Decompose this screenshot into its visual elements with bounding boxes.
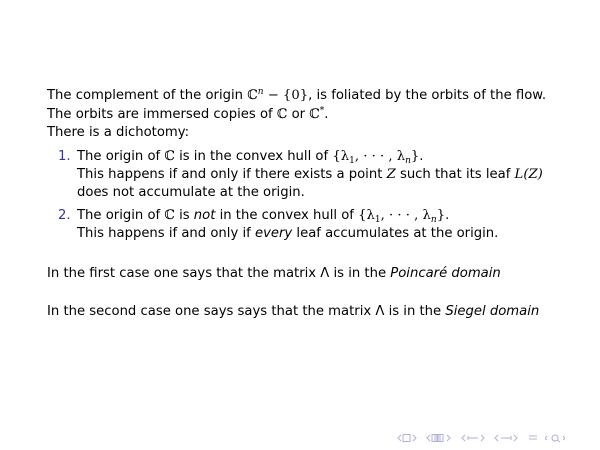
text: leaf accumulates at the origin. (292, 226, 499, 241)
nav-next-icon[interactable] (460, 433, 490, 443)
math-hull: , · · · , λ (354, 149, 406, 164)
text: The orbits are immersed copies of (47, 107, 277, 122)
text: . (445, 208, 450, 223)
math-hull: {λ (332, 149, 350, 164)
text: . (324, 107, 329, 122)
nav-search-icon[interactable] (543, 433, 569, 443)
text: such that its leaf (395, 167, 515, 182)
emphasis-every: every (254, 226, 293, 241)
text: This happens if and only if there exists a point (77, 167, 387, 182)
math-Z: Z (386, 167, 396, 182)
list-number-2: 2. (58, 208, 71, 223)
item1-line2 (77, 166, 543, 184)
math-sub: 1 (374, 215, 381, 225)
math-C: ℂ (164, 208, 175, 223)
nav-prev-icon[interactable] (425, 433, 457, 443)
math-star: * (319, 106, 325, 116)
math-C: ℂ (276, 107, 288, 122)
item1-line1 (77, 148, 424, 166)
math-sub: n (430, 215, 437, 225)
text: is (174, 208, 194, 223)
item2-line1 (77, 207, 449, 225)
paragraph-complement (47, 87, 546, 105)
math-C: ℂ (247, 88, 258, 103)
math-C: ℂ (309, 107, 320, 122)
item2-line2 (77, 225, 498, 243)
math-hull: } (410, 149, 420, 164)
math-n: n (257, 87, 264, 97)
math-Z: (Z) (523, 167, 543, 182)
text: is in the convex hull of (174, 149, 333, 164)
emphasis-siegel-domain: Siegel domain (445, 304, 540, 319)
text: . (419, 149, 424, 164)
math-C: ℂ (164, 149, 175, 164)
math-sub: 1 (349, 156, 355, 166)
paragraph-siegel (47, 303, 539, 321)
nav-align-icon[interactable] (526, 433, 540, 443)
text: or (287, 107, 310, 122)
text: The origin of (77, 208, 165, 223)
nav-last-icon[interactable] (493, 433, 523, 443)
text: In the second case one says says that the matrix Λ is in the (47, 304, 446, 319)
emphasis-not: not (193, 208, 216, 223)
text: The complement of the origin (47, 88, 248, 103)
math-hull: } (436, 208, 446, 223)
math-hull: , · · · , λ (380, 208, 431, 223)
item1-line3: does not accumulate at the origin. (77, 185, 305, 200)
text: This happens if and only if (77, 226, 255, 241)
nav-first-icon[interactable] (396, 433, 422, 443)
paragraph-dichotomy: There is a dichotomy: (47, 125, 190, 140)
text: , is foliated by the orbits of the flow. (308, 88, 547, 103)
text: In the first case one says that the matrix Λ is in the (47, 266, 391, 281)
math-L: L (514, 167, 524, 182)
text: in the convex hull of (215, 208, 359, 223)
paragraph-poincare (47, 265, 501, 283)
beamer-navigation-bar (396, 432, 569, 444)
math-hull: {λ (358, 208, 375, 223)
emphasis-poincare-domain: Poincaré domain (390, 266, 501, 281)
math-sub: n (405, 156, 411, 166)
text: The origin of (77, 149, 165, 164)
paragraph-orbits (47, 106, 328, 124)
list-number-1: 1. (58, 149, 71, 164)
math-minus-zero: − {0} (263, 88, 309, 103)
